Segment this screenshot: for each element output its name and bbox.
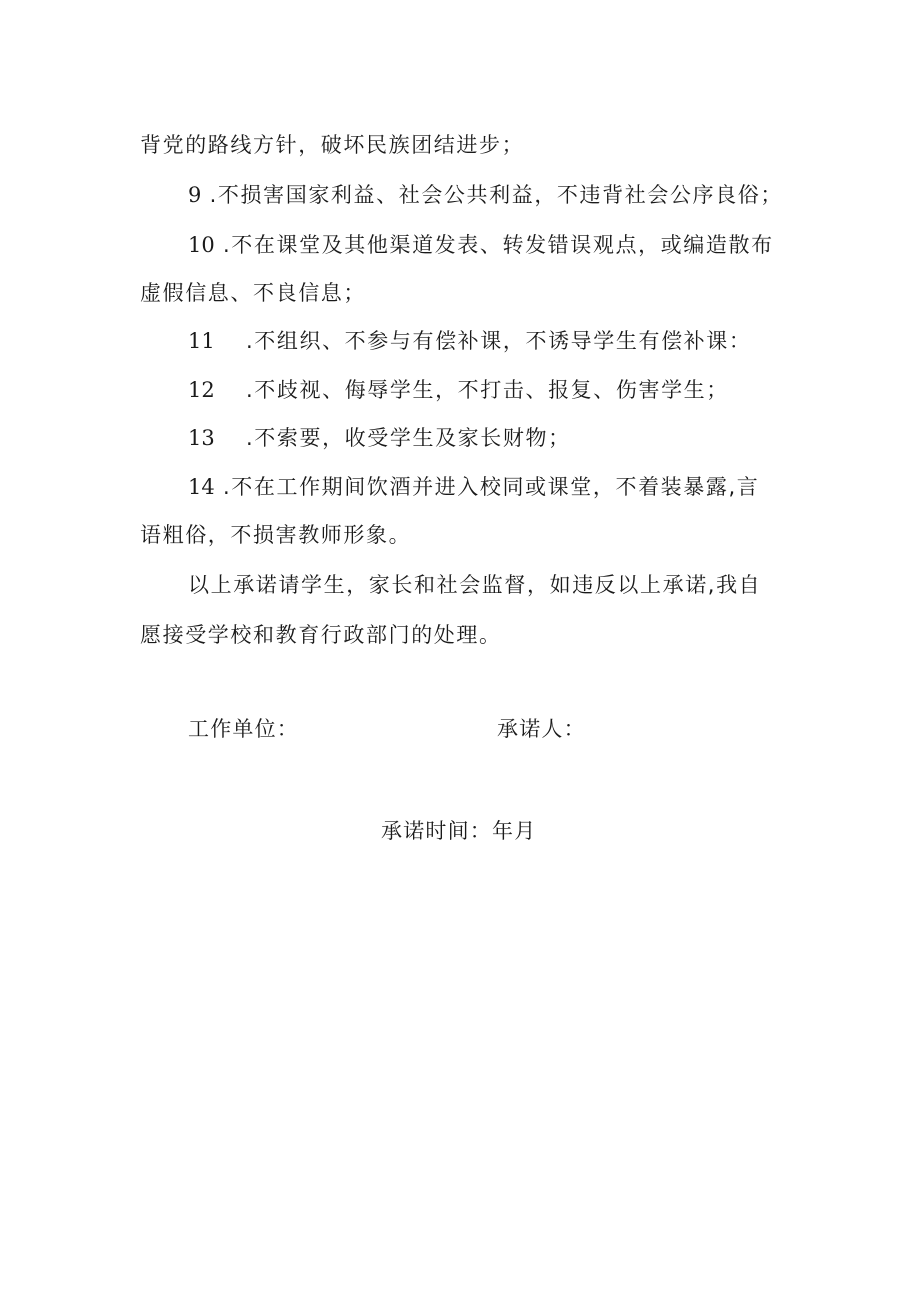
- line-text: .不损害国家利益、社会公共利益，不违背社会公序良俗；: [201, 183, 783, 207]
- line-text: .不组织、不参与有偿补课，不诱导学生有偿补课：: [246, 329, 752, 353]
- line-text: 虚假信息、不良信息；: [140, 281, 366, 305]
- line-text: .不在课堂及其他渠道发表、转发错误观点，或编造散布: [214, 233, 774, 257]
- line-text: 以上承诺请学生，家长和社会监督，如违反以上承诺,我自: [188, 573, 762, 597]
- line-text: .不索要，收受学生及家长财物；: [246, 426, 571, 450]
- text-line-10: [188, 570, 761, 600]
- line-text: 背党的路线方针，破坏民族团结进步；: [140, 133, 525, 157]
- line-text: .不在工作期间饮酒并进入校同或课堂，不着装暴露,言: [214, 475, 760, 499]
- text-line-5: [188, 326, 751, 356]
- text-line-11: [140, 620, 502, 650]
- text-line-9: [140, 520, 411, 550]
- line-text: 语粗俗，不损害教师形象。: [140, 523, 412, 547]
- text-line-2: [188, 180, 783, 210]
- item-number: 11: [188, 329, 215, 353]
- commitment-date-label: 承诺时间：年月: [381, 819, 537, 843]
- item-number: 14: [188, 475, 215, 499]
- text-line-7: [188, 423, 571, 453]
- work-unit-label: 工作单位：: [188, 717, 299, 741]
- line-text: 愿接受学校和教育行政部门的处理。: [140, 623, 502, 647]
- text-line-1: [140, 130, 524, 160]
- item-number: 9: [188, 183, 202, 207]
- item-number: 10: [188, 233, 215, 257]
- text-line-8: [188, 472, 759, 502]
- text-line-3: [188, 230, 774, 260]
- item-number: 13: [188, 426, 215, 450]
- text-line-4: [140, 278, 366, 308]
- text-line-6: [188, 375, 729, 405]
- line-text: .不歧视、侮辱学生，不打击、报复、伤害学生；: [246, 378, 729, 402]
- item-number: 12: [188, 378, 215, 402]
- promiser-label: 承诺人：: [497, 717, 586, 741]
